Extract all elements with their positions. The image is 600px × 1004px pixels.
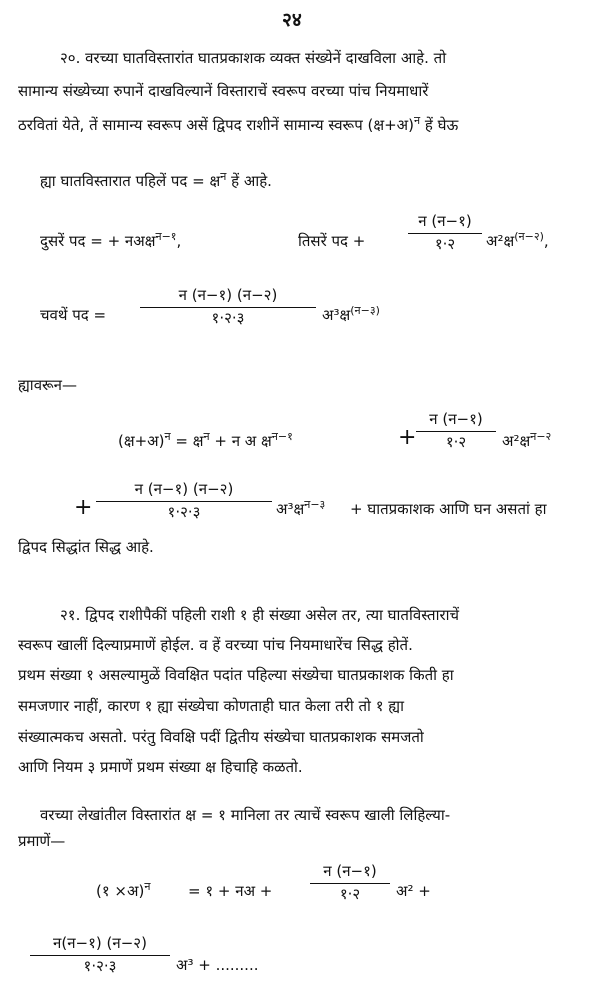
third-term-tail-text: अ²क्ष [486,232,515,250]
special-lhs-sup: न [144,880,151,893]
sec21-line2: स्वरूप खालीं दिल्याप्रमाणें होईल. व हें वरच्या पांच नियमाधारेंच सिद्ध होतें. [18,636,413,654]
special-lhs [96,882,150,902]
third-term-tail [486,232,549,252]
second-term-comma: , [176,232,182,250]
second-term [40,232,181,252]
first-term-line [40,172,272,192]
expansion-t4 [276,500,325,520]
expansion-fraction2-numerator: न (न−१) (न−२) [134,480,234,498]
fourth-term-label: चवथें पद = [40,306,107,324]
third-term-sup: (न−२) [514,230,544,243]
sec20-line3-sup: न [413,114,421,127]
special-t2: अ³ + ......... [176,956,259,974]
fourth-term-denominator: १·२·३ [211,308,245,327]
expansion-lhs-sup: न [164,430,171,443]
third-term-label: तिसरें पद + [298,232,366,250]
sec21b-line2: प्रमाणें— [18,832,66,850]
page-number: २४ [282,9,302,31]
sec21-line1: २१. द्विपद राशीपैकीं पहिली राशी १ ही संख्या असेल तर, त्या घातविस्ताराचें [60,606,460,624]
expansion-t1-sup: न [203,430,210,443]
fourth-term-numerator: न (न−१) (न−२) [178,286,278,304]
expansion-fraction1 [416,410,496,452]
expansion-t2-sup: न−१ [271,430,293,443]
special-fraction1-bar [310,883,390,884]
sec20-line1: २०. वरच्या घातविस्तारांत घातप्रकाशक व्यक्त संख्येनें दाखविला आहे. तो [60,49,447,67]
first-term-tail: हें आहे. [226,172,272,190]
sec21-line6: आणि नियम ३ प्रमाणें प्रथम संख्या क्ष हिचाहि कळतो. [18,758,303,776]
expansion-fraction2-bar [96,501,272,502]
special-fraction1-denominator: १·२ [339,884,361,903]
expansion-fraction2-denominator: १·२·३ [167,502,201,521]
expansion-fraction1-denominator: १·२ [445,432,467,451]
expansion-fraction1-bar [416,431,496,432]
special-fraction2 [30,934,170,976]
sec20-line2: सामान्य संख्येच्या रुपानें दाखविल्यानें विस्ताराचें स्वरूप वरच्या पांच नियमाधारें [18,82,429,100]
special-fraction2-denominator: १·२·३ [83,956,117,975]
expansion-t3-text: अ²क्ष [502,432,531,450]
expansion-t4-sup: न−३ [304,498,326,511]
conclusion-line: द्विपद सिद्धांत सिद्ध आहे. [18,538,154,556]
special-fraction1-numerator: न (न−१) [323,862,377,880]
expansion-plus: + [398,425,417,450]
special-fraction1 [310,862,390,904]
fourth-term-tail [322,306,380,326]
second-term-label: दुसरें पद = + नअक्ष [40,232,156,250]
fourth-term-tail-text: अ³क्ष [322,306,351,324]
fourth-term-fraction [140,286,316,328]
first-term-sup: न [220,170,227,183]
fourth-term-bar [140,307,316,308]
special-t1: अ² + [396,882,431,900]
special-lhs-text: (१ ×अ) [96,882,145,900]
special-rhs: = १ + नअ + [188,882,273,900]
hence-label: ह्यावरून— [18,376,78,394]
special-fraction2-numerator: न(न−१) (न−२) [53,934,147,952]
third-term-denominator: १·२ [434,234,456,253]
expansion-fraction1-numerator: न (न−१) [429,410,483,428]
sec21b-line1: वरच्या लेखांतील विस्तारांत क्ष = १ मानिला तर त्याचें स्वरूप खाली लिहिल्या- [40,806,451,824]
expansion-t3 [502,432,551,452]
expansion-lhs: (क्ष+अ) [118,432,165,450]
expansion-line1 [118,432,293,452]
sec20-line3 [18,116,458,136]
expansion-fraction2 [96,480,272,522]
third-term-fraction [408,212,482,254]
sec21-line5: संख्यात्मकच असतो. परंतु विवक्षि पदीं द्वितीय संख्येचा घातप्रकाशक समजतो [18,728,424,746]
special-fraction2-bar [30,955,170,956]
expansion-t3-sup: न−२ [530,430,552,443]
expansion-tail: + घातप्रकाशक आणि घन असतां हा [350,500,547,518]
first-term-text: ह्या घातविस्तारात पहिलें पद = क्ष [40,172,221,190]
third-term-bar [408,233,482,234]
expansion-eq: = क्ष [175,432,204,450]
sec20-line3-tail: हें घेऊ [420,116,459,134]
sec21-line3: प्रथम संख्या १ असल्यामुळें विवक्षित पदांत पहिल्या संख्येचा घातप्रकाशक किती हा [18,666,454,684]
third-term-numerator: न (न−१) [418,212,472,230]
expansion-plus2: + [74,495,93,520]
sec21-line4: समजणार नाहीं, कारण १ ह्या संख्येचा कोणताही घात केला तरी तो १ ह्या [18,697,404,715]
sec20-line3-text: ठरवितां येते, तें सामान्य स्वरूप असें द्विपद राशीनें सामान्य स्वरूप (क्ष+अ) [18,116,414,134]
expansion-t2: + न अ क्ष [214,432,272,450]
second-term-sup: न−१ [155,230,177,243]
expansion-t4-text: अ³क्ष [276,500,305,518]
fourth-term-sup: (न−३) [350,304,380,317]
third-term-end: , [543,232,549,250]
